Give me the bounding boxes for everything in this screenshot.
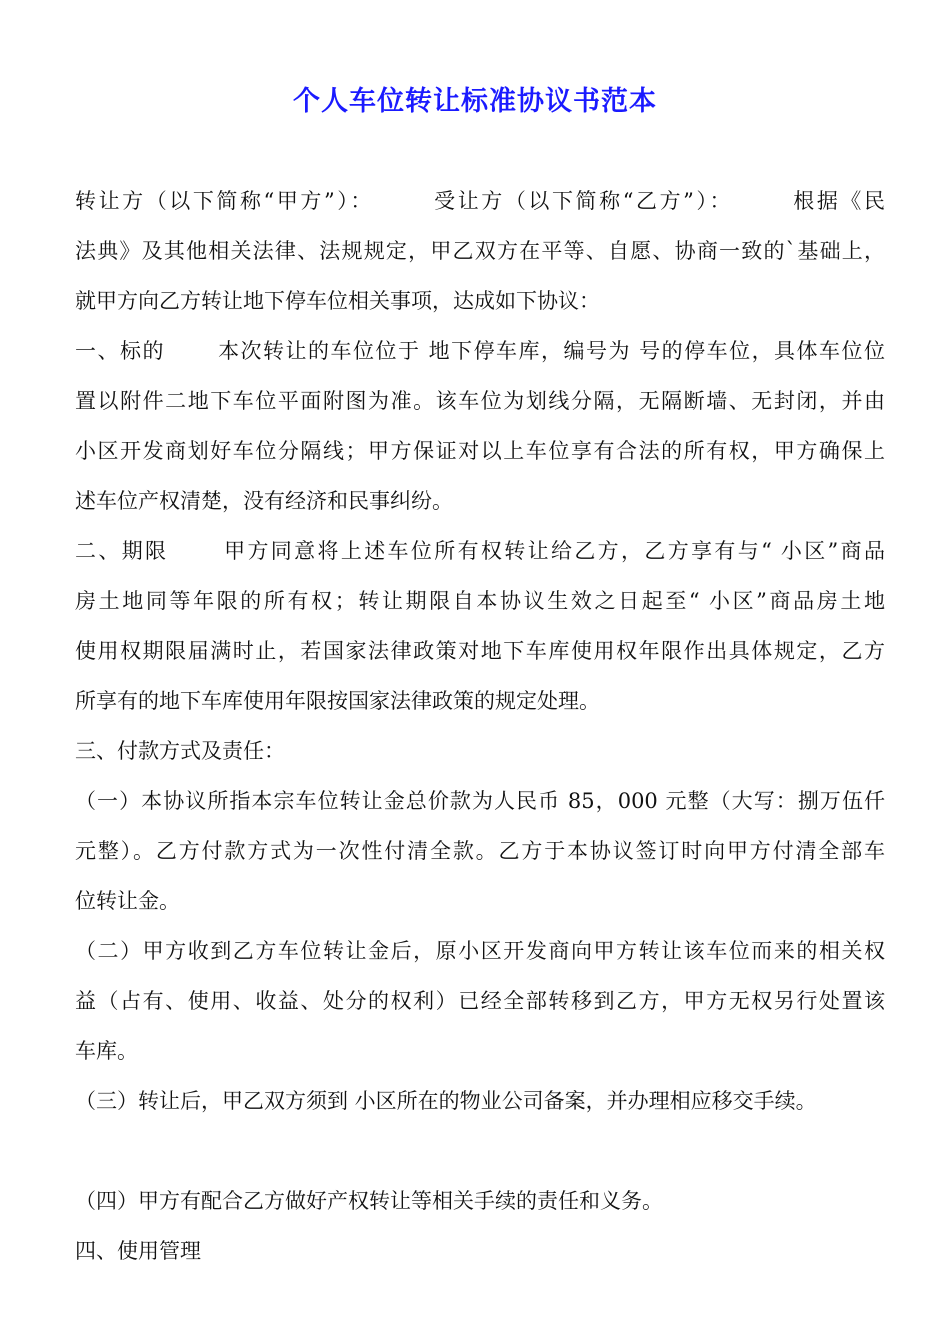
section-2-line: 使用权期限届满时止，若国家法律政策对地下车库使用权年限作出具体规定，乙方	[75, 639, 885, 663]
clause-3-line: （三）转让后，甲乙双方须到 小区所在的物业公司备案，并办理相应移交手续。	[75, 1089, 817, 1113]
section-2-line: 所享有的地下车库使用年限按国家法律政策的规定处理。	[75, 689, 600, 713]
section-4-heading: 四、使用管理	[75, 1239, 201, 1263]
section-1-line: 小区开发商划好车位分隔线；甲方保证对以上车位享有合法的所有权，甲方确保上	[75, 439, 885, 463]
document-title: 个人车位转让标准协议书范本	[293, 86, 657, 117]
section-1-line: 一、标的 本次转让的车位位于 地下停车库，编号为 号的停车位，具体车位位	[75, 339, 885, 363]
section-3-heading: 三、付款方式及责任：	[75, 739, 285, 763]
paragraph-line: 法典》及其他相关法律、法规规定，甲乙双方在平等、自愿、协商一致的`基础上，	[75, 239, 885, 263]
paragraph-line: 转让方（以下简称“甲方”）： 受让方（以下简称“乙方”）： 根据《民	[75, 189, 885, 213]
clause-1-line: 位转让金。	[75, 889, 180, 913]
clause-4-line: （四）甲方有配合乙方做好产权转让等相关手续的责任和义务。	[75, 1189, 663, 1213]
clause-2-line: 车库。	[75, 1039, 138, 1063]
section-2-line: 二、期限 甲方同意将上述车位所有权转让给乙方，乙方享有与“ 小区”商品	[75, 539, 885, 563]
clause-1-line: （一）本协议所指本宗车位转让金总价款为人民币 85，000 元整（大写：捌万伍仟	[75, 789, 885, 813]
paragraph-line: 就甲方向乙方转让地下停车位相关事项，达成如下协议：	[75, 289, 600, 313]
section-2-line: 房土地同等年限的所有权；转让期限自本协议生效之日起至“ 小区”商品房土地	[75, 589, 885, 613]
clause-1-line: 元整）。乙方付款方式为一次性付清全款。乙方于本协议签订时向甲方付清全部车	[75, 839, 885, 863]
clause-2-line: （二）甲方收到乙方车位转让金后，原小区开发商向甲方转让该车位而来的相关权	[75, 939, 885, 963]
section-1-line: 述车位产权清楚，没有经济和民事纠纷。	[75, 489, 453, 513]
clause-2-line: 益（占有、使用、收益、处分的权利）已经全部转移到乙方，甲方无权另行处置该	[75, 989, 885, 1013]
section-1-line: 置以附件二地下车位平面附图为准。该车位为划线分隔，无隔断墙、无封闭，并由	[75, 389, 885, 413]
